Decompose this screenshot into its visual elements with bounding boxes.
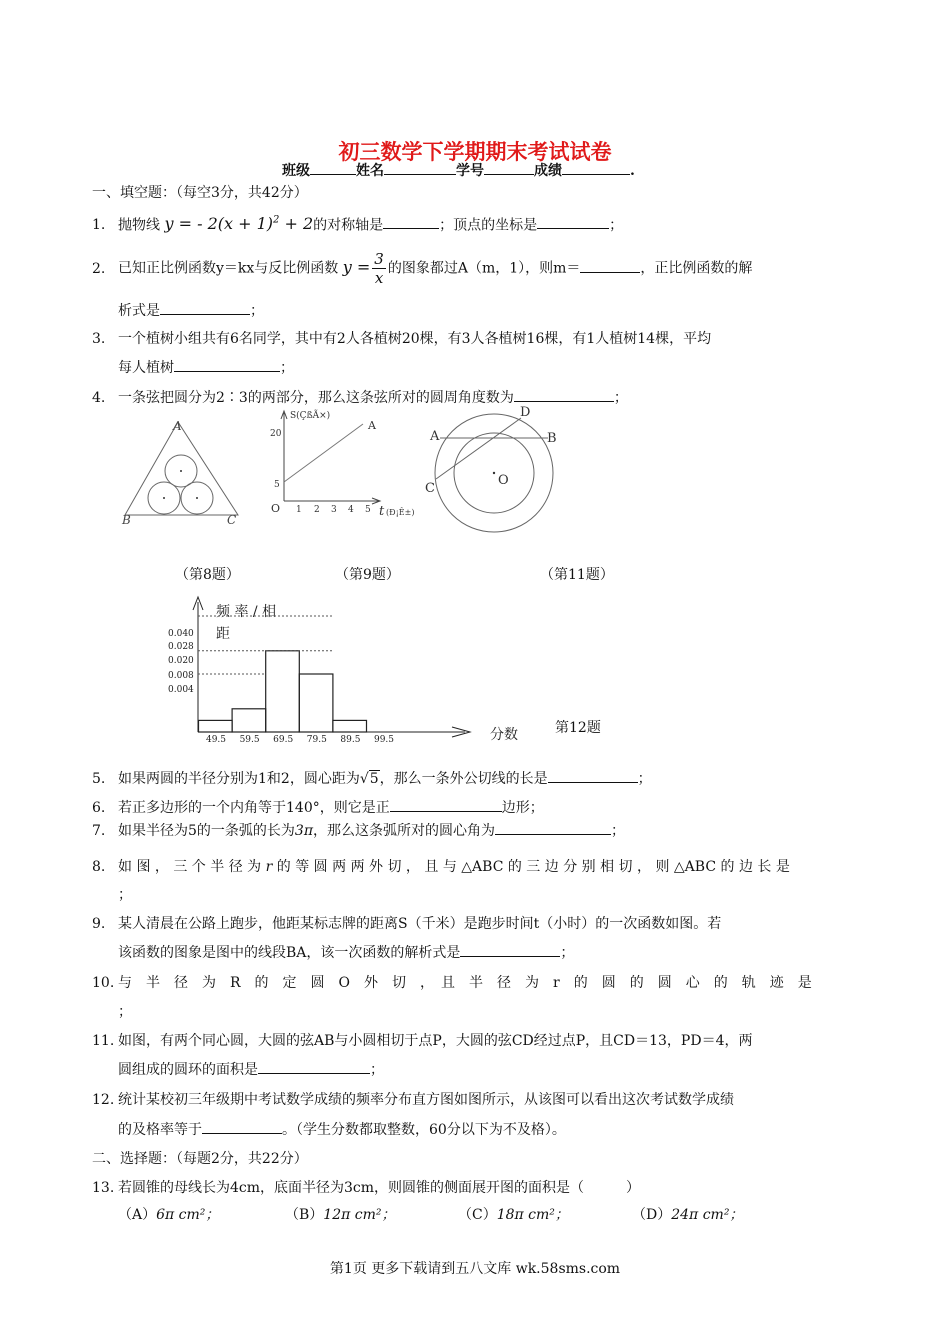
figure-8-triangle xyxy=(115,412,245,530)
fig9-xtick-3: 3 xyxy=(331,505,337,515)
fig9-ylabel: S(ÇßÃ×) xyxy=(290,411,331,421)
question-3-cont: 每人植树 ； xyxy=(118,360,294,376)
page-title: 初三数学下学期期末考试试卷 xyxy=(338,139,612,164)
question-9-cont: 该函数的图象是图中的线段BA，该一次函数的解析式是 ； xyxy=(118,945,575,961)
q7-angle-blank[interactable] xyxy=(495,822,611,835)
q13-option-c[interactable]: （C）18π cm²； xyxy=(458,1207,569,1223)
hist-xtick-3: 69.5 xyxy=(273,735,294,745)
name-blank[interactable] xyxy=(384,162,456,175)
segment-ba xyxy=(284,424,363,482)
fig11-caption: （第11题） xyxy=(540,567,614,583)
q12-pass-rate-blank[interactable] xyxy=(202,1121,282,1134)
question-10: 10. 与 半 径 为 R 的 定 圆 O 外 切 ， 且 半 径 为 r 的 圆 的 圆 心 的 轨 迹 是 xyxy=(92,975,812,991)
question-5: 5. 如果两圆的半径分别为1和2，圆心距为√5，那么一条外公切线的长是 ； xyxy=(92,771,652,787)
hist-xlabel: 分数 xyxy=(490,727,518,743)
fig11-label-o: O xyxy=(498,473,509,488)
hist-ytick-1: 0.040 xyxy=(168,629,194,639)
hist-bar-1 xyxy=(199,720,233,732)
hist-bar-3 xyxy=(266,651,300,732)
question-6: 6. 若正多边形的一个内角等于140°，则它是正 边形； xyxy=(92,800,544,816)
q1-vertex-blank[interactable] xyxy=(537,216,609,229)
hist-bar-4 xyxy=(299,674,333,732)
hist-ylabel-2: 距 xyxy=(216,626,230,642)
fig9-label-a: A xyxy=(368,419,376,432)
sqrt-5: √5 xyxy=(359,771,379,787)
fig9-xtick-5: 5 xyxy=(365,505,371,515)
number-blank[interactable] xyxy=(484,162,534,175)
chord-cd xyxy=(436,418,521,479)
class-label: 班级 xyxy=(282,163,310,179)
q2-expression-blank[interactable] xyxy=(160,302,250,315)
fig11-label-d: D xyxy=(520,405,531,420)
hist-xtick-6: 99.5 xyxy=(373,735,395,745)
hist-bar-5 xyxy=(333,720,367,732)
question-2-cont: 析式是 ； xyxy=(118,303,264,319)
fig8-caption: （第8题） xyxy=(175,567,240,583)
question-11: 11. 如图，有两个同心圆，大圆的弦AB与小圆相切于点P，大圆的弦CD经过点P，且CD＝13，PD＝4，两 xyxy=(92,1033,753,1049)
q6-polygon-blank[interactable] xyxy=(390,799,502,812)
hist-bar-2 xyxy=(232,709,266,732)
q2-m-blank[interactable] xyxy=(580,260,640,273)
arc-length: 3π xyxy=(294,823,314,839)
hist-xtick-4: 79.5 xyxy=(306,735,327,745)
question-13: 13. 若圆锥的母线长为4cm，底面半径为3cm，则圆锥的侧面展开图的面积是（ ） xyxy=(92,1180,641,1196)
question-9: 9. 某人清晨在公路上跑步，他距某标志牌的距离S（千米）是跑步时间t（小时）的一次函数如图。若 xyxy=(92,916,722,932)
question-8: 8. 如 图 ， 三 个 半 径 为 r 的 等 圆 两 两 外 切 ， 且 与 △ABC 的 三 边 分 别 相 切 ， 则 △ABC 的 边 长 是 xyxy=(92,859,790,875)
question-12-cont: 的及格率等于 。（学生分数都取整数，60分以下为不及格）。 xyxy=(118,1122,566,1138)
center-dot-right xyxy=(196,497,198,499)
question-3: 3. 一个植树小组共有6名同学，其中有2人各植树20棵，有3人各植树16棵，有1人植树14棵，平均 xyxy=(92,331,712,347)
q13-option-b[interactable]: （B）12π cm²； xyxy=(285,1207,396,1223)
q5-tangent-blank[interactable] xyxy=(548,770,638,783)
hist-xtick-5: 89.5 xyxy=(340,735,361,745)
q3-average-blank[interactable] xyxy=(174,359,280,372)
parabola-equation: y = - $2(x + 1)^2 + 2$ xyxy=(164,214,314,234)
inverse-function-fraction: $\frac{3}{x}$ xyxy=(374,250,384,287)
fig9-y20: 20 xyxy=(270,429,282,439)
fig8-label-a: A xyxy=(173,419,182,433)
q13-option-a[interactable]: （A）6π cm²； xyxy=(118,1207,220,1223)
hist-ytick-4: 0.008 xyxy=(168,671,194,681)
q9-function-blank[interactable] xyxy=(460,944,560,957)
hist-ylabel-1: 频 率 / 相 xyxy=(216,604,277,620)
hist-xtick-2: 59.5 xyxy=(239,735,260,745)
student-info-line xyxy=(282,160,635,180)
fig9-caption: （第9题） xyxy=(335,567,400,583)
hist-ytick-2: 0.028 xyxy=(168,642,194,652)
question-10-cont: ； xyxy=(118,1004,132,1020)
q11-area-blank[interactable] xyxy=(258,1061,370,1074)
question-1: 1. 抛物线 y = - $2(x + 1)^2 + 2$的对称轴是 ；顶点的坐标是 ； xyxy=(92,214,624,234)
figure-12-histogram xyxy=(160,592,620,752)
fig11-label-a: A xyxy=(430,429,440,444)
question-7: 7. 如果半径为5的一条弧的长为3π，那么这条弧所对的圆心角为 ； xyxy=(92,823,626,839)
hist-xtick-1: 49.5 xyxy=(205,735,227,745)
question-4: 4. 一条弦把圆分为2∶3的两部分，那么这条弦所对的圆周角度数为 ； xyxy=(92,390,628,406)
center-dot-top xyxy=(180,470,182,472)
center-dot-left xyxy=(163,497,165,499)
fig9-t: t xyxy=(379,504,385,519)
class-blank[interactable] xyxy=(310,162,356,175)
fig11-label-c: C xyxy=(425,481,435,496)
fig8-label-b: B xyxy=(122,513,131,527)
fig9-xlabel: (Ð¡Ê±) xyxy=(386,508,415,517)
fig8-label-c: C xyxy=(227,513,237,527)
inverse-function-lhs: y = xyxy=(342,257,371,277)
info-end: . xyxy=(630,163,635,179)
figure-11-circles xyxy=(420,403,570,538)
section-fill-heading: 一、填空题：（每空3分，共42分） xyxy=(92,185,308,201)
fig9-xtick-2: 2 xyxy=(314,505,320,515)
name-label: 姓名 xyxy=(356,163,384,179)
section-choice-heading: 二、选择题：（每题2分，共22分） xyxy=(92,1151,308,1167)
fig12-caption: 第12题 xyxy=(555,720,601,736)
page-footer: 第1页 更多下载请到五八文库 wk.58sms.com xyxy=(329,1261,621,1277)
q4-angle-blank[interactable] xyxy=(514,389,614,402)
fig9-xtick-4: 4 xyxy=(348,505,354,515)
fig11-label-b: B xyxy=(547,431,557,446)
score-label: 成绩 xyxy=(534,163,562,179)
q13-option-d[interactable]: （D）24π cm²； xyxy=(632,1207,744,1223)
q1-axis-blank[interactable] xyxy=(383,216,439,229)
hist-ytick-5: 0.004 xyxy=(168,685,194,695)
question-12: 12. 统计某校初三年级期中考试数学成绩的频率分布直方图如图所示，从该图可以看出这次考试数学成绩 xyxy=(92,1092,734,1108)
question-2: 2. 已知正比例函数y＝kx与反比例函数 y = $\frac{3}{x}$ 的图象都过A（m，1），则m＝ ，正比例函数的解 xyxy=(92,250,753,287)
number-label: 学号 xyxy=(456,163,484,179)
figure-9-graph xyxy=(262,405,422,525)
center-o xyxy=(493,472,495,474)
fig9-xtick-1: 1 xyxy=(296,505,302,515)
question-8-cont: ； xyxy=(118,887,132,903)
fig9-origin: O xyxy=(271,502,281,515)
fig9-y5: 5 xyxy=(274,480,280,490)
hist-ytick-3: 0.020 xyxy=(168,656,194,666)
question-11-cont: 圆组成的圆环的面积是 ； xyxy=(118,1062,384,1078)
score-blank[interactable] xyxy=(562,162,630,175)
